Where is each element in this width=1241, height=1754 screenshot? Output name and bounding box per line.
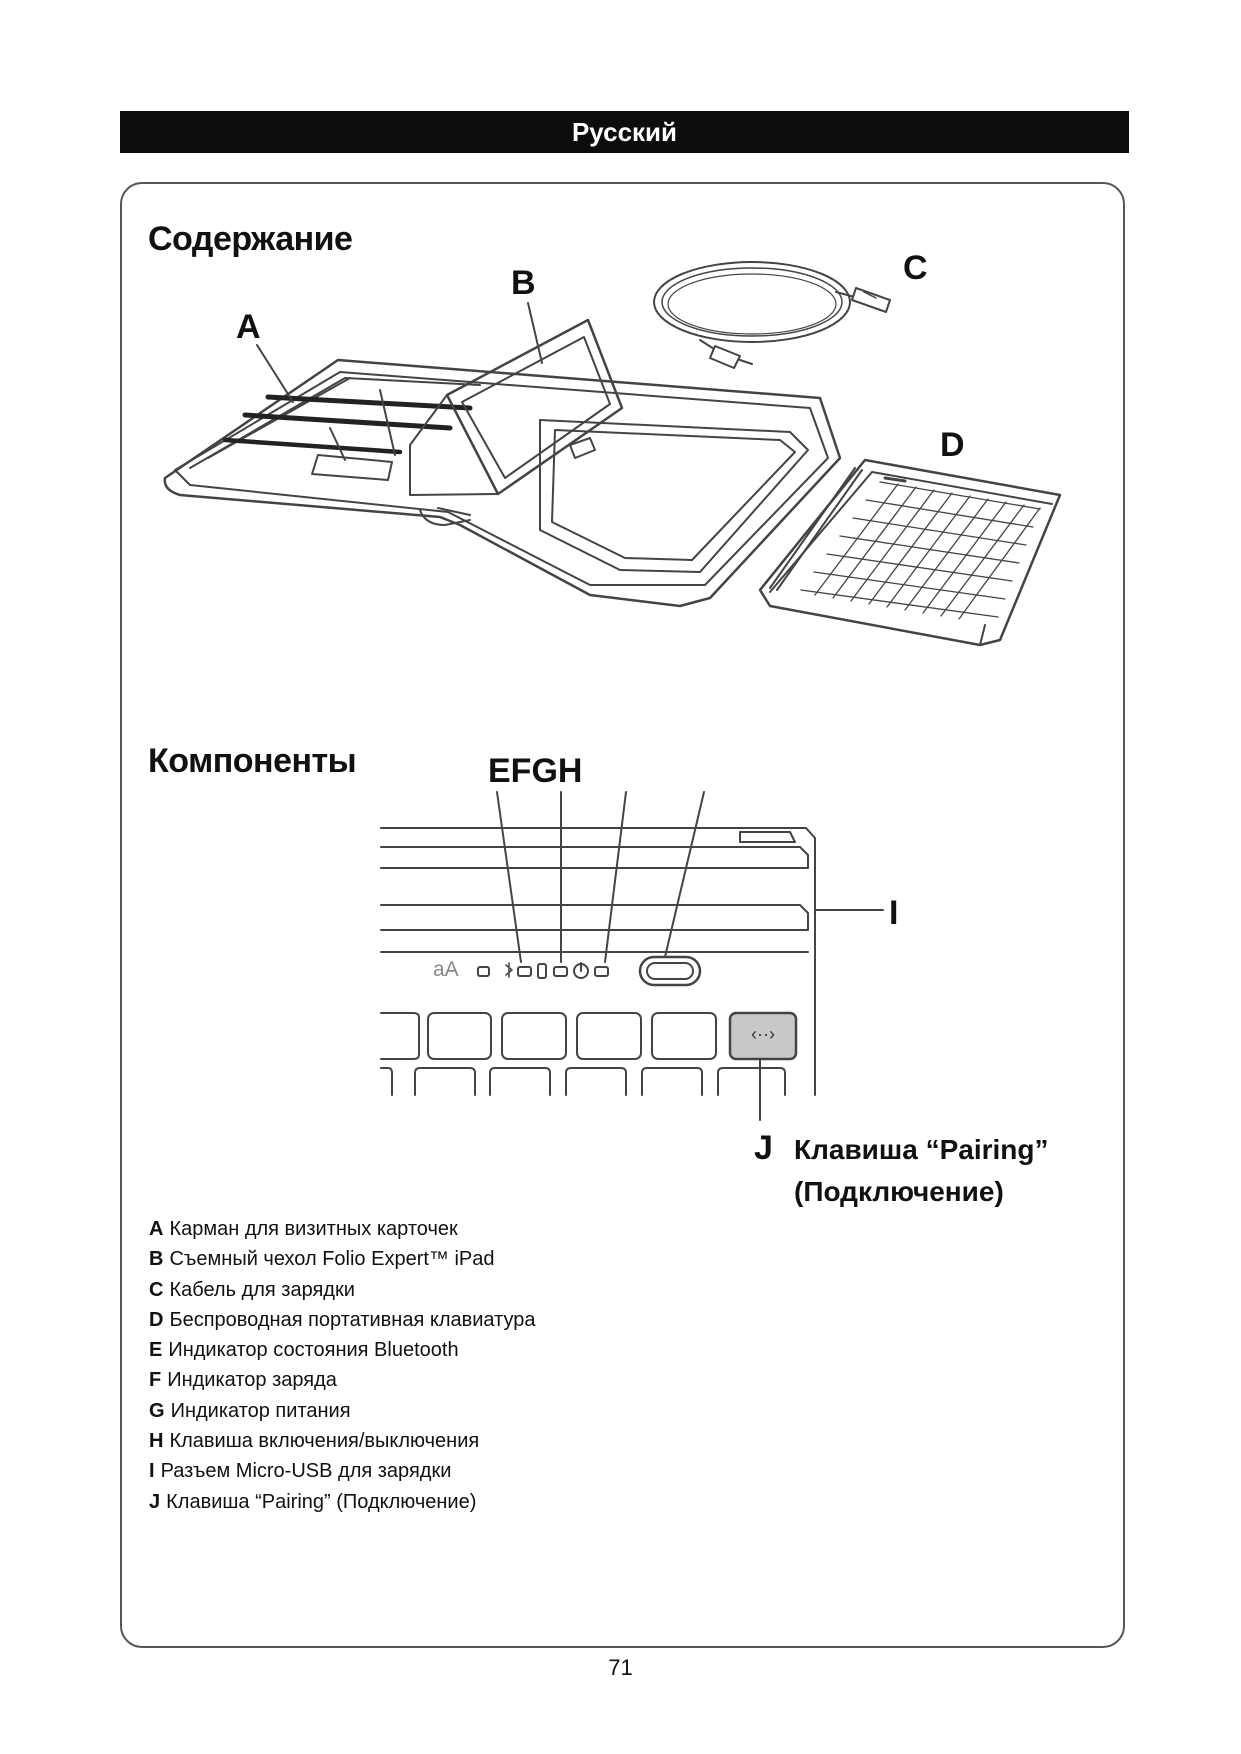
callout-j: J [754, 1129, 773, 1167]
components-heading: Компоненты [148, 742, 357, 780]
legend-item [149, 1426, 536, 1456]
component-legend [149, 1214, 536, 1517]
legend-key: A [149, 1218, 164, 1240]
legend-key: F [149, 1369, 162, 1392]
legend-text: Клавиша включения/выключения [169, 1430, 480, 1453]
legend-text: Индикатор питания [170, 1399, 351, 1422]
legend-item [149, 1335, 536, 1365]
keyboard-illustration [760, 460, 1060, 645]
callout-c: C [903, 249, 928, 287]
legend-text: Разъем Micro-USB для зарядки [160, 1460, 452, 1483]
legend-text: Кабель для зарядки [169, 1278, 355, 1301]
callout-a: A [236, 308, 261, 346]
legend-text: Индикатор заряда [167, 1369, 337, 1392]
legend-key: J [149, 1490, 161, 1513]
legend-text: Беспроводная портативная клавиатура [169, 1308, 536, 1331]
pairing-key-caption [794, 1129, 1048, 1213]
legend-text: Клавиша “Pairing” (Подключение) [166, 1490, 477, 1513]
legend-item [149, 1275, 536, 1305]
legend-text: Съемный чехол Folio Expert™ iPad [169, 1248, 495, 1271]
keyboard-closeup-illustration [381, 792, 883, 1120]
legend-item [149, 1244, 536, 1274]
legend-key: D [149, 1308, 164, 1331]
legend-key: H [149, 1430, 164, 1453]
folio-case-illustration [165, 303, 840, 606]
legend-key: B [149, 1248, 164, 1271]
legend-item [149, 1456, 536, 1486]
contents-heading: Содержание [148, 220, 353, 258]
page-number: 71 [608, 1655, 633, 1680]
language-header: Русский [120, 111, 1129, 153]
callout-i: I [889, 894, 899, 932]
legend-key: I [149, 1460, 155, 1483]
legend-key: E [149, 1339, 163, 1362]
legend-text: Индикатор состояния Bluetooth [168, 1339, 459, 1362]
legend-text: Карман для визитных карточек [169, 1218, 458, 1240]
pairing-key-symbol: ‹··› [751, 1024, 775, 1044]
legend-key: C [149, 1278, 164, 1301]
pairing-caption-line2: (Подключение) [794, 1176, 1004, 1207]
callout-efgh: EFGH [488, 752, 583, 790]
legend-item [149, 1396, 536, 1426]
font-size-indicator-label: aA [433, 958, 459, 981]
legend-key: G [149, 1399, 165, 1422]
callout-b: B [511, 264, 536, 302]
legend-item [149, 1305, 536, 1335]
charging-cable-illustration [654, 262, 890, 368]
callout-d: D [940, 426, 965, 464]
legend-item [149, 1365, 536, 1395]
pairing-caption-line1: Клавиша “Pairing” [794, 1134, 1049, 1165]
legend-item [149, 1214, 536, 1244]
legend-item [149, 1487, 536, 1517]
